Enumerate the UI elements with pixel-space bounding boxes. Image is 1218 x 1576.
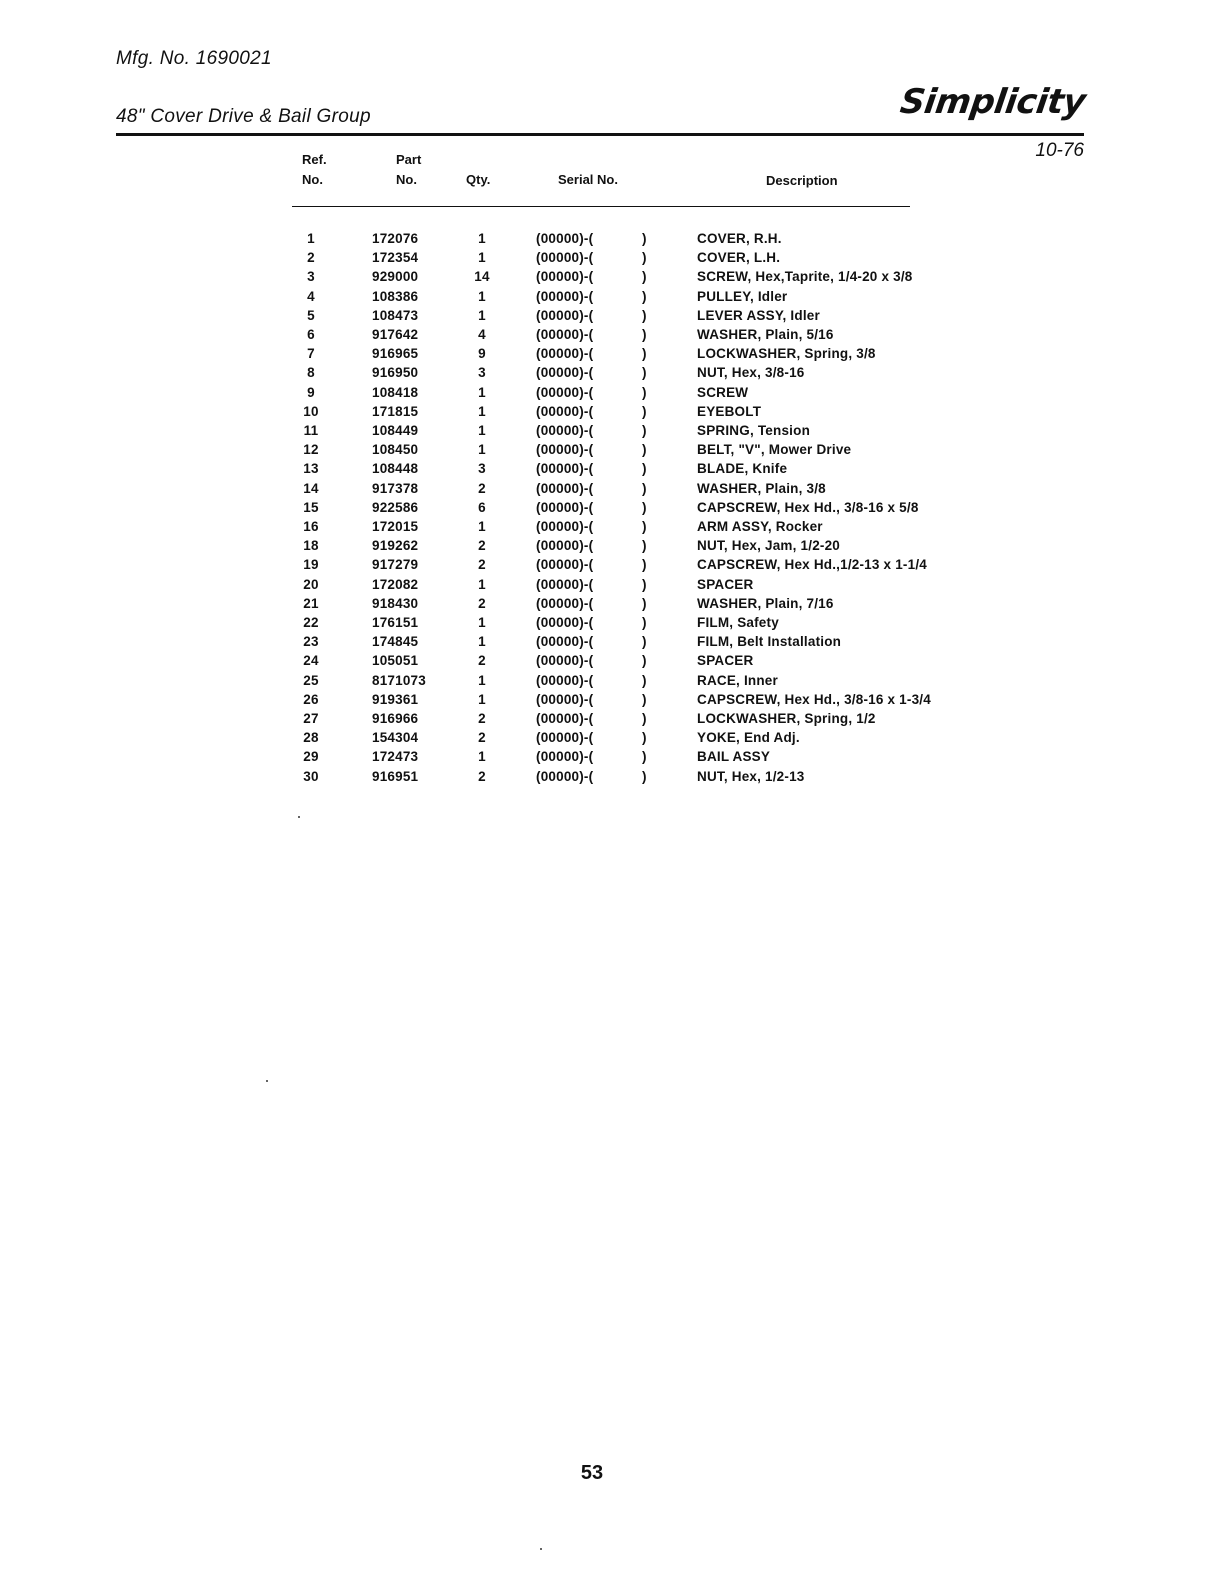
part-no: 917642 [372,327,419,342]
serial-no: (00000)-( [536,672,594,688]
description: ARM ASSY, Rocker [697,519,823,534]
ref-no: 25 [303,672,319,688]
table-row [0,498,1218,517]
qty: 1 [478,634,486,650]
serial-close: ) [642,576,647,592]
table-row [0,671,1218,690]
serial-close: ) [642,307,647,323]
description: BAIL ASSY [697,749,771,765]
table-row [0,536,1218,555]
table-row [0,402,1218,421]
table-row [0,267,1218,286]
serial-close: ) [642,423,647,438]
table-row [0,440,1218,459]
ref-no: 19 [303,557,319,573]
qty: 1 [478,250,486,266]
serial-no: (00000)-( [536,384,594,400]
part-no: 8171073 [372,672,426,688]
ref-no: 11 [303,423,319,438]
table-row [0,248,1218,267]
description: FILM, Safety [697,615,779,630]
qty: 2 [478,480,486,496]
table-row [0,383,1218,402]
qty: 1 [478,691,486,707]
part-no: 172015 [372,519,419,534]
mfg-number: Mfg. No. 1690021 [116,48,272,69]
serial-no: (00000)-( [536,749,594,765]
serial-no: (00000)-( [536,634,594,650]
description: RACE, Inner [697,672,778,688]
ref-no: 23 [303,634,319,650]
description: SCREW [697,384,749,400]
table-row [0,344,1218,363]
col-header-description: Description [766,173,838,188]
qty: 1 [478,749,486,765]
qty: 1 [478,615,486,630]
serial-no: (00000)-( [536,288,594,304]
serial-no: (00000)-( [536,499,594,515]
part-no: 929000 [372,269,419,285]
serial-no: (00000)-( [536,538,594,554]
part-no: 172473 [372,749,419,765]
serial-no: (00000)-( [536,442,594,458]
serial-close: ) [642,288,647,304]
qty: 3 [478,365,486,381]
qty: 2 [478,538,486,554]
ref-no: 21 [303,595,319,611]
ref-no: 5 [307,307,315,323]
serial-close: ) [642,480,647,496]
serial-close: ) [642,365,647,381]
qty: 1 [478,403,486,419]
serial-close: ) [642,499,647,515]
part-no: 171815 [372,403,419,419]
ref-no: 2 [307,250,315,266]
serial-close: ) [642,711,647,726]
ref-no: 1 [307,231,315,246]
serial-close: ) [642,768,647,784]
description: LOCKWASHER, Spring, 3/8 [697,346,876,362]
description: PULLEY, Idler [697,288,788,304]
description: CAPSCREW, Hex Hd., 3/8-16 x 5/8 [697,499,919,515]
serial-no: (00000)-( [536,653,594,669]
qty: 1 [478,519,486,534]
col-header-qty: Qty. [466,172,491,187]
ref-no: 3 [307,269,315,285]
serial-no: (00000)-( [536,480,594,496]
serial-close: ) [642,269,647,285]
table-row [0,479,1218,498]
serial-no: (00000)-( [536,307,594,323]
ref-no: 8 [307,365,315,381]
serial-no: (00000)-( [536,768,594,784]
table-row [0,651,1218,670]
description: WASHER, Plain, 5/16 [697,327,834,342]
part-no: 105051 [372,653,419,669]
qty: 2 [478,768,486,784]
description: YOKE, End Adj. [697,730,800,746]
description: SPACER [697,576,754,592]
ref-no: 26 [303,691,319,707]
serial-close: ) [642,615,647,630]
header-rule [116,133,1084,136]
brand-logo: Simplicity [897,82,1088,122]
ref-no: 22 [303,615,319,630]
serial-close: ) [642,461,647,477]
qty: 1 [478,384,486,400]
qty: 4 [478,327,486,342]
description: SPACER [697,653,754,669]
table-row [0,287,1218,306]
table-row [0,363,1218,382]
serial-no: (00000)-( [536,403,594,419]
part-no: 108448 [372,461,419,477]
part-no: 172354 [372,250,419,266]
qty: 1 [478,231,486,246]
part-no: 172076 [372,231,419,246]
part-no: 917378 [372,480,419,496]
description: SCREW, Hex,Taprite, 1/4-20 x 3/8 [697,269,913,285]
ref-no: 13 [303,461,319,477]
qty: 1 [478,288,486,304]
description: LEVER ASSY, Idler [697,307,820,323]
col-header-serial: Serial No. [558,172,618,187]
description: CAPSCREW, Hex Hd., 3/8-16 x 1-3/4 [697,691,931,707]
table-row [0,747,1218,766]
description: COVER, L.H. [697,250,781,266]
col-header-ref-line1: Ref. [302,152,327,167]
qty: 1 [478,442,486,458]
table-row [0,690,1218,709]
serial-no: (00000)-( [536,615,594,630]
description: FILM, Belt Installation [697,634,842,650]
qty: 2 [478,595,486,611]
table-row [0,575,1218,594]
serial-close: ) [642,250,647,266]
table-row [0,709,1218,728]
part-no: 108449 [372,423,419,438]
qty: 1 [478,672,486,688]
part-no: 919361 [372,691,419,707]
description: NUT, Hex, Jam, 1/2-20 [697,538,841,554]
description: WASHER, Plain, 3/8 [697,480,826,496]
table-row [0,555,1218,574]
table-row [0,306,1218,325]
serial-close: ) [642,346,647,362]
description: BELT, "V", Mower Drive [697,442,852,458]
serial-close: ) [642,442,647,458]
serial-no: (00000)-( [536,365,594,381]
scan-speck [540,1548,542,1550]
ref-no: 10 [303,403,319,419]
description: WASHER, Plain, 7/16 [697,595,834,611]
serial-no: (00000)-( [536,346,594,362]
col-header-part-line1: Part [396,152,422,167]
table-row [0,767,1218,786]
serial-close: ) [642,595,647,611]
description: LOCKWASHER, Spring, 1/2 [697,711,876,726]
qty: 1 [478,307,486,323]
col-header-part [396,150,421,190]
ref-no: 28 [303,730,319,746]
qty: 2 [478,653,486,669]
part-no: 174845 [372,634,419,650]
table-row [0,632,1218,651]
description: BLADE, Knife [697,461,788,477]
part-no: 176151 [372,615,419,630]
serial-close: ) [642,384,647,400]
serial-no: (00000)-( [536,231,594,246]
ref-no: 27 [303,711,319,726]
part-no: 108473 [372,307,419,323]
serial-no: (00000)-( [536,730,594,746]
ref-no: 7 [307,346,315,362]
serial-close: ) [642,749,647,765]
description: EYEBOLT [697,403,762,419]
serial-no: (00000)-( [536,327,594,342]
part-no: 108450 [372,442,419,458]
serial-no: (00000)-( [536,250,594,266]
col-header-ref-line2: No. [302,172,323,187]
qty: 1 [478,423,486,438]
serial-no: (00000)-( [536,423,594,438]
serial-no: (00000)-( [536,557,594,573]
ref-no: 9 [307,384,315,400]
serial-close: ) [642,231,647,246]
table-row [0,421,1218,440]
ref-no: 14 [303,480,319,496]
qty: 2 [478,711,486,726]
ref-no: 4 [307,288,315,304]
table-row [0,325,1218,344]
qty: 9 [478,346,486,362]
ref-no: 16 [303,519,319,534]
part-no: 154304 [372,730,419,746]
ref-no: 6 [307,327,315,342]
ref-no: 12 [303,442,319,458]
serial-no: (00000)-( [536,519,594,534]
part-no: 916950 [372,365,419,381]
description: SPRING, Tension [697,423,811,438]
serial-close: ) [642,672,647,688]
description: COVER, R.H. [697,231,782,246]
part-no: 918430 [372,595,419,611]
qty: 2 [478,557,486,573]
ref-no: 30 [303,768,319,784]
table-row [0,459,1218,478]
qty: 3 [478,461,486,477]
description: CAPSCREW, Hex Hd.,1/2-13 x 1-1/4 [697,557,927,573]
table-row [0,517,1218,536]
serial-no: (00000)-( [536,269,594,285]
serial-no: (00000)-( [536,691,594,707]
part-no: 917279 [372,557,419,573]
serial-no: (00000)-( [536,576,594,592]
table-row [0,728,1218,747]
part-no: 922586 [372,499,419,515]
header-underline [292,206,910,207]
qty: 6 [478,499,486,515]
serial-close: ) [642,730,647,746]
qty: 14 [474,269,490,285]
revision-date: 10-76 [1035,140,1084,161]
table-row [0,229,1218,248]
qty: 2 [478,730,486,746]
ref-no: 18 [303,538,319,554]
serial-close: ) [642,327,647,342]
serial-no: (00000)-( [536,711,594,726]
serial-no: (00000)-( [536,595,594,611]
ref-no: 15 [303,499,319,515]
serial-no: (00000)-( [536,461,594,477]
table-row [0,613,1218,632]
part-no: 172082 [372,576,419,592]
page-number: 53 [580,1462,604,1484]
scan-speck [266,1080,268,1082]
serial-close: ) [642,634,647,650]
scan-speck [298,816,300,818]
description: NUT, Hex, 3/8-16 [697,365,805,381]
serial-close: ) [642,557,647,573]
ref-no: 24 [303,653,319,669]
ref-no: 29 [303,749,319,765]
group-title: 48" Cover Drive & Bail Group [116,106,371,127]
part-no: 108386 [372,288,419,304]
table-row [0,594,1218,613]
col-header-part-line2: No. [396,172,417,187]
ref-no: 20 [303,576,319,592]
part-no: 108418 [372,384,419,400]
description: NUT, Hex, 1/2-13 [697,768,805,784]
serial-close: ) [642,691,647,707]
serial-close: ) [642,403,647,419]
serial-close: ) [642,519,647,534]
part-no: 919262 [372,538,419,554]
part-no: 916951 [372,768,419,784]
serial-close: ) [642,653,647,669]
col-header-ref [302,150,327,190]
part-no: 916966 [372,711,419,726]
part-no: 916965 [372,346,419,362]
serial-close: ) [642,538,647,554]
qty: 1 [478,576,486,592]
